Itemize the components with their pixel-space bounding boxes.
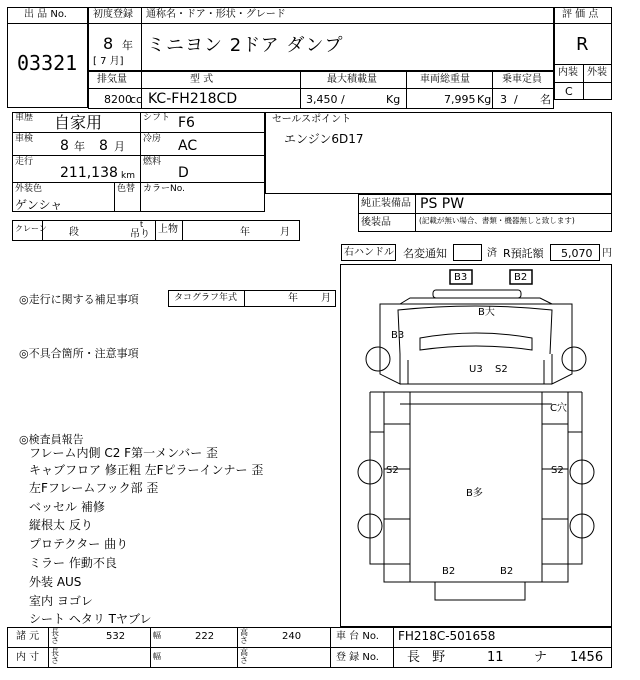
inspection-year: 8 (60, 138, 69, 154)
inspector-line: フレーム内側 C2 F第一メンバー 歪 (29, 446, 219, 460)
damage-cab-u3: U3 (469, 364, 483, 375)
tachograph-month-unit: 月 (321, 293, 331, 304)
inner-width-label: 幅 (153, 652, 161, 661)
chassis-number: FH218C-501658 (398, 629, 496, 643)
exterior-color-label: 外装色 (15, 184, 43, 194)
inner-dims-label: 内 寸 (16, 652, 40, 663)
crane-stage-unit: 段 (69, 227, 79, 238)
inspector-report-label: ◎検査員報告 (19, 433, 84, 446)
max-load: 3,450 (306, 93, 338, 106)
damage-top-right: B2 (514, 272, 528, 283)
upper-month-unit: 月 (280, 227, 290, 238)
defect-notes-label: ◎不具合箇所・注意事項 (19, 347, 139, 360)
name-change-label: 名変通知 (403, 247, 447, 260)
travel-notes-label: ◎走行に関する補足事項 (19, 293, 139, 306)
max-load-sep: / (341, 93, 345, 106)
capacity-label: 乗車定員 (502, 74, 542, 85)
history-label: 車歴 (15, 113, 34, 123)
crane-hanging-unit: 吊り (130, 229, 150, 240)
inner-length-label: 長さ (51, 648, 59, 665)
name-change-box (453, 244, 482, 261)
car-name: ミニヨン 2ドア ダンプ (147, 35, 344, 56)
registration-region: 長 野 (407, 650, 450, 665)
width-value: 222 (195, 631, 215, 642)
registration-kana: ナ (534, 650, 548, 665)
model-code: KC-FH218CD (148, 91, 238, 107)
damage-top-left: B3 (454, 272, 468, 283)
inspector-line: 外装 AUS (29, 575, 82, 589)
inspector-line: ミラー 作動不良 (29, 556, 117, 570)
name-change-done: 済 (487, 248, 497, 259)
damage-bottom-right: B2 (500, 566, 514, 577)
damage-cab-roof: B大 (478, 307, 495, 318)
equipment-value: PS PW (420, 196, 465, 212)
lot-number: 03321 (17, 51, 78, 75)
recycle-deposit-amount: 5,070 (561, 247, 593, 260)
damage-right-s2: S2 (551, 465, 564, 476)
chassis-label: 車 台 No. (336, 631, 379, 642)
damage-cab-s2: S2 (495, 364, 508, 375)
exterior-grade-label: 外装 (587, 67, 607, 78)
history-value: 自家用 (54, 113, 103, 132)
truck-diagram (340, 264, 612, 627)
capacity-sep: / (514, 93, 518, 106)
mileage-value: 211,138 (60, 165, 118, 181)
registration-number: 1456 (570, 650, 604, 665)
upper-label: 上物 (158, 224, 178, 235)
details-table (12, 112, 265, 212)
rhd-label: 右ハンドル (344, 247, 394, 258)
tachograph-year-unit: 年 (288, 293, 298, 304)
interior-grade-label: 内装 (558, 67, 578, 78)
inspector-line: ベッセル 補修 (29, 500, 105, 514)
registration-year-unit: 年 (122, 39, 133, 52)
crane-label: クレーン (15, 224, 47, 233)
max-load-label: 最大積載量 (327, 74, 377, 85)
height-label: 高さ (240, 628, 248, 645)
registration-class: 11 (487, 650, 504, 665)
inspector-line: シート ヘタリ Tヤブレ (29, 612, 152, 626)
tachograph-label: タコグラフ年式 (174, 293, 238, 303)
registration-label: 登 録 No. (336, 652, 379, 663)
mileage-unit: km (121, 171, 135, 181)
height-value: 240 (282, 631, 302, 642)
fuel-value: D (178, 165, 189, 181)
interior-grade: C (565, 85, 573, 98)
length-label: 長さ (51, 628, 59, 645)
damage-left-s2: S2 (386, 465, 399, 476)
gross-weight-label: 車両総重量 (420, 74, 470, 85)
displacement-unit: cc (130, 93, 143, 106)
mileage-label: 走行 (15, 157, 34, 167)
upper-year-unit: 年 (240, 227, 250, 238)
inspection-month: 8 (99, 138, 108, 154)
model-label: 型 式 (190, 74, 214, 85)
gross-weight-unit: Kg (477, 93, 492, 106)
width-label: 幅 (153, 631, 161, 640)
capacity-unit: 名 (540, 93, 551, 106)
crane-row (12, 220, 300, 241)
registration-month: [ 7 月] (93, 56, 124, 67)
inspector-line: 縦根太 反り (29, 518, 93, 532)
inspection-label: 車検 (15, 134, 34, 144)
aftermarket-label: 後装品 (361, 217, 391, 228)
first-registration-label: 初度登録 (93, 9, 133, 20)
dimensions-label: 諸 元 (16, 631, 40, 642)
ac-value: AC (178, 138, 198, 154)
damage-right-side: C穴 (550, 403, 567, 414)
exterior-color: ゲンシャ (15, 198, 63, 212)
inspector-line: 室内 ヨゴレ (29, 594, 93, 608)
crane-ton-unit: t (140, 220, 144, 229)
damage-bottom-left: B2 (442, 566, 456, 577)
recycle-deposit-label: R預託額 (503, 247, 544, 260)
shift-label: シフト (143, 113, 171, 123)
sales-point: エンジン6D17 (284, 132, 364, 146)
inspection-month-unit: 月 (114, 140, 125, 153)
inspector-line: キャブフロア 修正粗 左Fピラーインナー 歪 (29, 463, 264, 477)
rating-label: 評 価 点 (562, 9, 599, 20)
sales-point-label: セールスポイント (272, 114, 352, 125)
equipment-label: 純正装備品 (361, 198, 411, 209)
registration-year: 8 (103, 34, 114, 53)
color-change-label: 色替 (117, 184, 136, 194)
length-value: 532 (106, 631, 126, 642)
displacement: 8200 (104, 93, 132, 106)
inner-height-label: 高さ (240, 648, 248, 665)
color-code-label: カラーNo. (143, 184, 185, 194)
inspector-line: プロテクター 曲り (29, 537, 129, 551)
shift-value: F6 (178, 115, 195, 131)
ac-label: 冷房 (143, 134, 162, 144)
lot-number-label: 出 品 No. (24, 9, 67, 20)
car-name-label: 通称名・ドア・形状・グレード (146, 9, 286, 20)
damage-bed: B多 (466, 488, 483, 499)
max-load-unit: Kg (386, 93, 401, 106)
capacity: 3 (500, 93, 507, 106)
fuel-label: 燃料 (143, 157, 162, 167)
inspection-year-unit: 年 (74, 140, 85, 153)
damage-cab-left: B3 (391, 330, 405, 341)
aftermarket-note: (記載が無い場合、書類・機器無しと致します) (419, 216, 575, 225)
inspector-line: 左Fフレームフック部 歪 (29, 481, 159, 495)
displacement-label: 排気量 (97, 74, 127, 85)
rating-value: R (576, 34, 589, 55)
recycle-deposit-unit: 円 (602, 248, 612, 259)
gross-weight: 7,995 (444, 93, 476, 106)
